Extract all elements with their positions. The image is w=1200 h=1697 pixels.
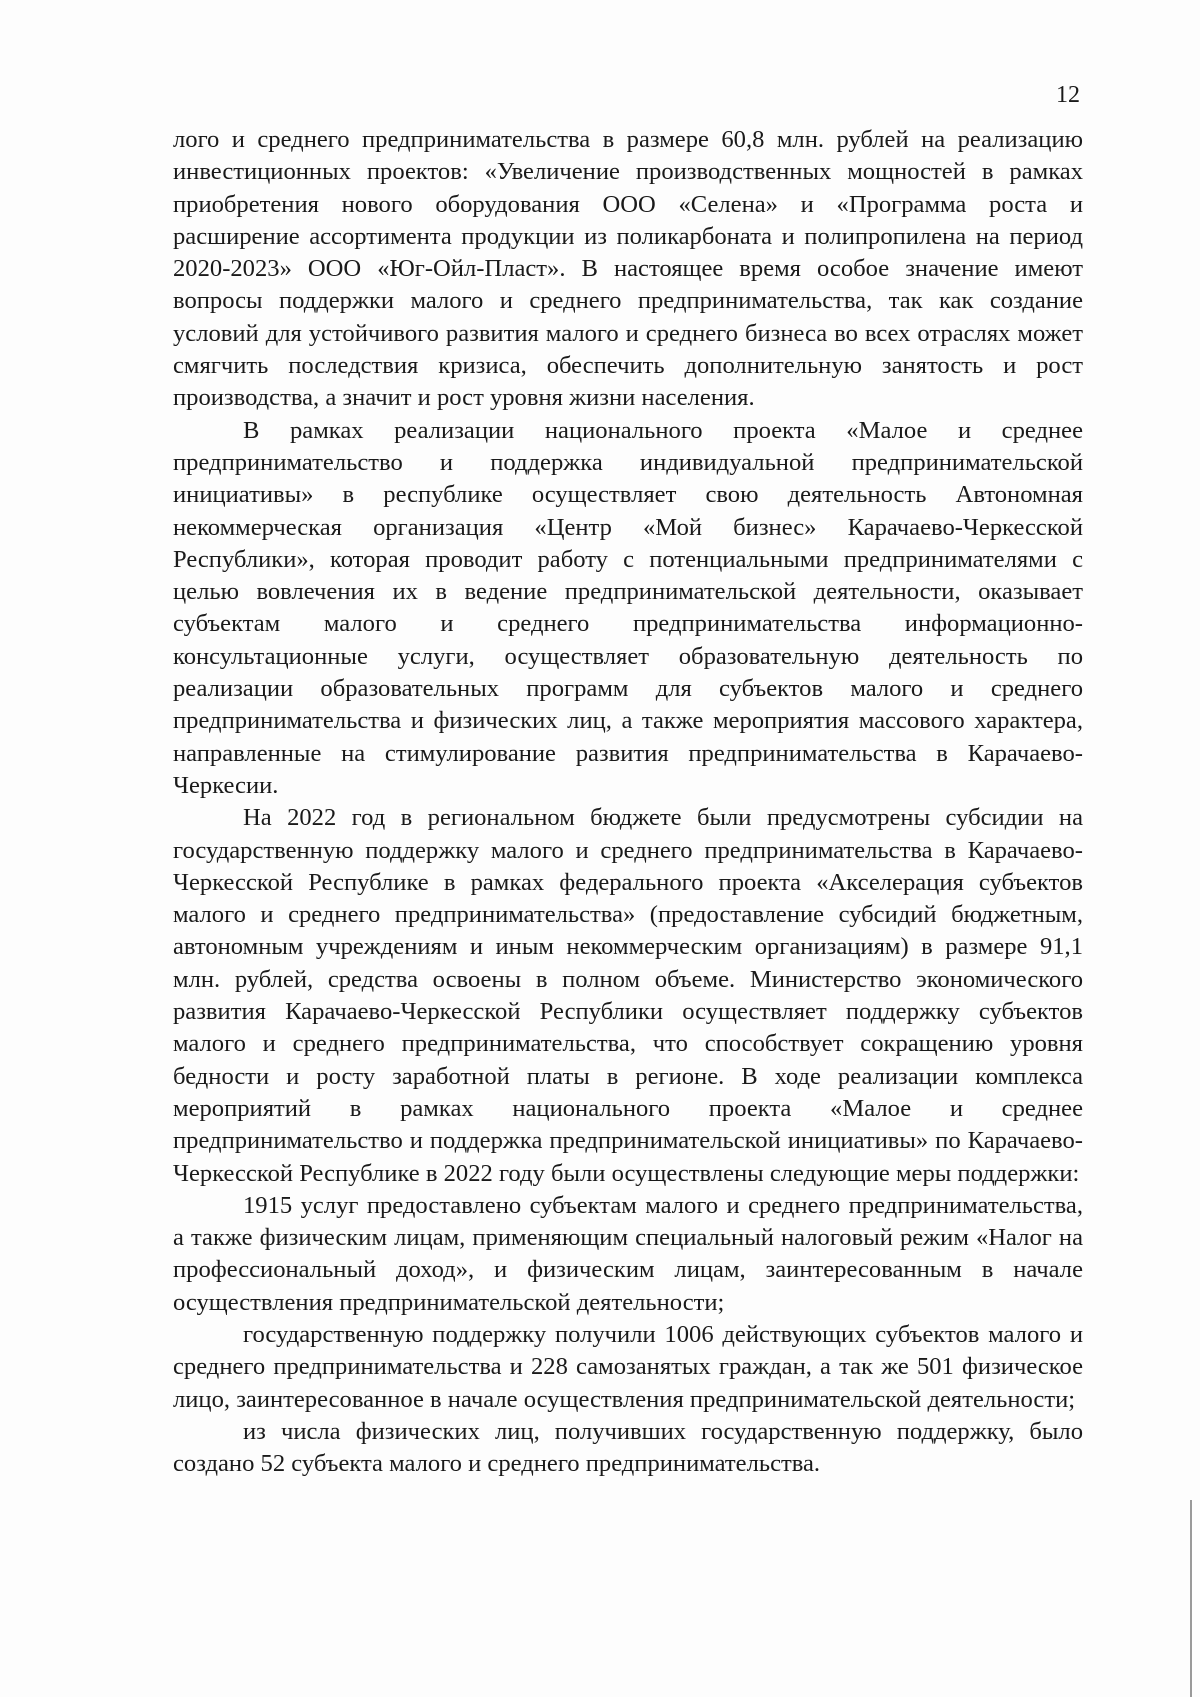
paragraph-national-project: В рамках реализации национального проекта «Малое и среднее предпринимательство и поддержка индивидуальной предпринимательской инициативы» в республике осуществляет свою деятельность Автономная некоммерческая организация «Центр «Мой бизнес» Карачаево-Черкесской Республики», которая проводит работу с потенциальными предпринимателями с целью вовлечения их в ведение предпринимательской деятельности, оказывает субъектам малого и среднего предпринимательства информационно-консультационные услуги, осуществляет образовательную деятельность по реализации образовательных программ для субъектов малого и среднего предпринимательства и физических лиц, а также мероприятия массового характера, направленные на стимулирование развития предпринимательства в Карачаево-Черкесии.: [173, 416, 1083, 799]
paragraph-services-provided: 1915 услуг предоставлено субъектам малого и среднего предпринимательства, а также физическим лицам, применяющим специальный налоговый режим «Налог на профессиональный доход», и физическим лицам, заинтересованным в начале осуществления предпринимательской деятельности;: [173, 1191, 1083, 1316]
page-number: 12: [1056, 82, 1080, 108]
document-body: [173, 124, 1083, 1480]
paragraph-support-received: государственную поддержку получили 1006 действующих субъектов малого и среднего предпринимательства и 228 самозанятых граждан, а так же 501 физическое лицо, заинтересованное в начале осуществления предпринимательской деятельности;: [173, 1320, 1083, 1413]
paragraph-entities-created: из числа физических лиц, получивших государственную поддержку, было создано 52 субъекта малого и среднего предпринимательства.: [173, 1417, 1083, 1478]
paragraph-continuation: лого и среднего предпринимательства в размере 60,8 млн. рублей на реализацию инвестиционных проектов: «Увеличение производственных мощностей в рамках приобретения нового оборудования ООО «Селена» и «Программа роста и расширение ассортимента продукции из поликарбоната и полипропилена на период 2020-2023» ООО «Юг-Ойл-Пласт». В настоящее время особое значение имеют вопросы поддержки малого и среднего предпринимательства, так как создание условий для устойчивого развития малого и среднего бизнеса во всех отраслях может смягчить последствия кризиса, обеспечить дополнительную занятость и рост производства, а значит и рост уровня жизни населения.: [173, 126, 1083, 412]
paragraph-regional-budget: На 2022 год в региональном бюджете были предусмотрены субсидии на государственную поддержку малого и среднего предпринимательства в Карачаево-Черкесской Республике в рамках федерального проекта «Акселерация субъектов малого и среднего предпринимательства» (предоставление субсидий бюджетным, автономным учреждениям и иным некоммерческим организациям) в размере 91,1 млн. рублей, средства освоены в полном объеме. Министерство экономического развития Карачаево-Черкесской Республики осуществляет поддержку субъектов малого и среднего предпринимательства, что способствует сокращению уровня бедности и росту заработной платы в регионе. В ходе реализации комплекса мероприятий в рамках национального проекта «Малое и среднее предпринимательство и поддержка предпринимательской инициативы» по Карачаево-Черкесской Республике в 2022 году были осуществлены следующие меры поддержки:: [173, 804, 1083, 1187]
scan-edge-mark: [1190, 1500, 1192, 1697]
